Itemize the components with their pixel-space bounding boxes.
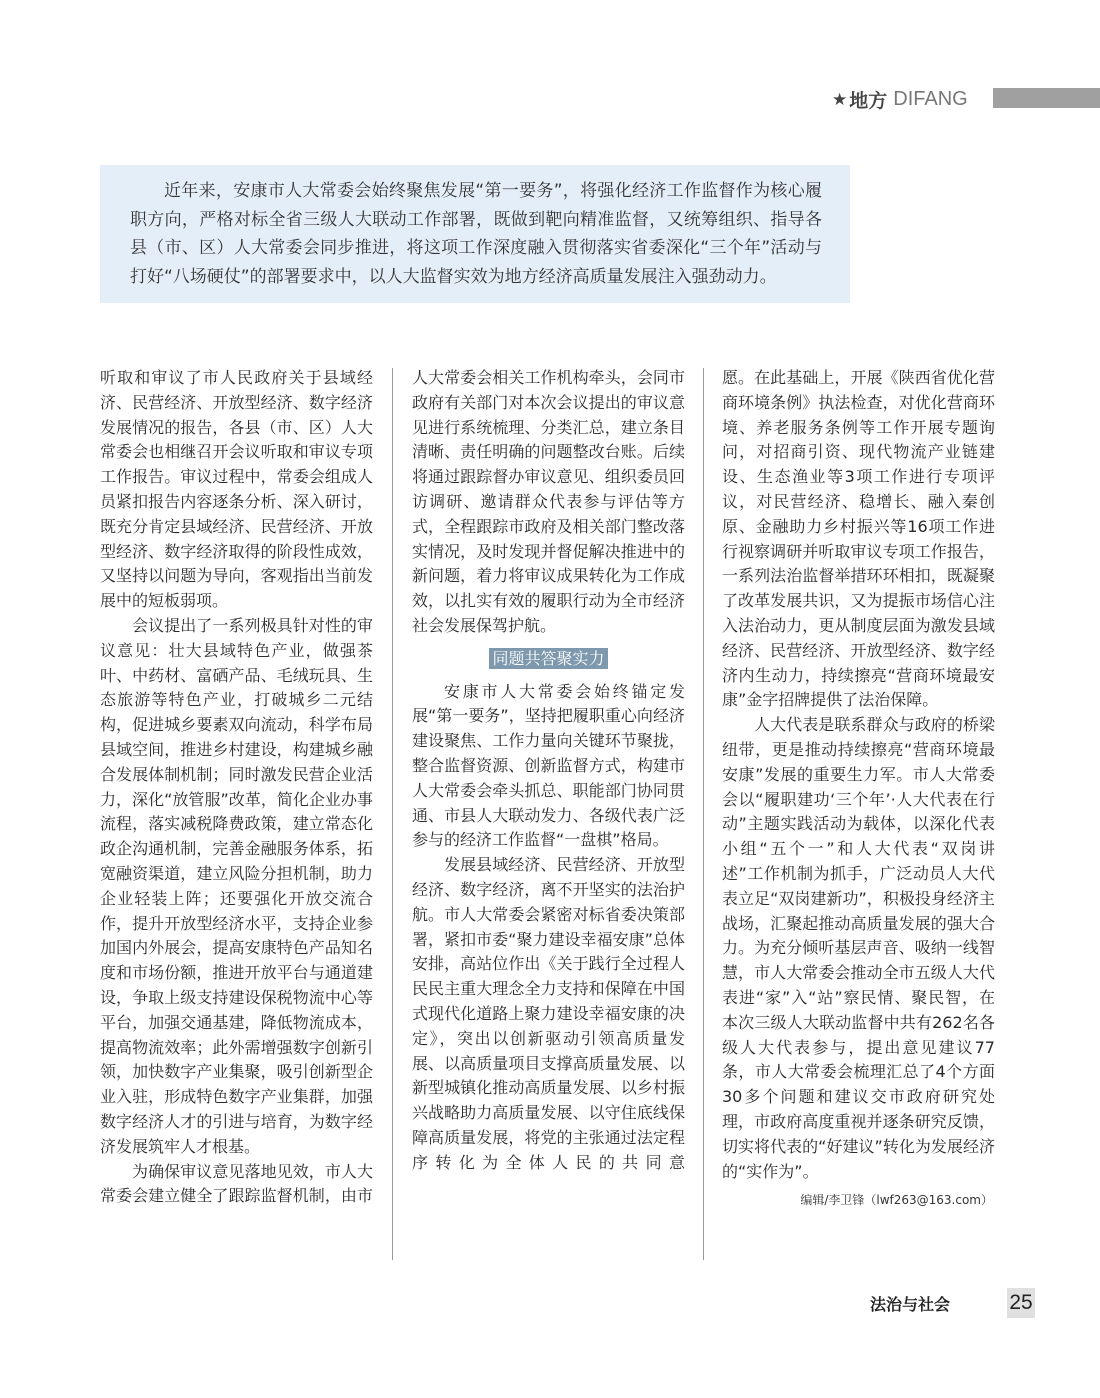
paragraph: 发展县域经济、民营经济、开放型经济、数字经济，离不开坚实的法治护航。市人大常委会紧密对标省委决策部署，紧扣市委“聚力建设幸福安康”总体安排，高站位作出《关于践行全过程人民民主重大理念全力支持和保障在中国式现代化道路上聚力建设幸福安康的决定》，突出以创新驱动引领高质量发展、以高质量项目支撑高质量发展、以新型城镇化推动高质量发展、以乡村振兴战略助力高质量发展、以守住底线保障高质量发展，将党的主张通过法定程序转化为全体人民的共同意 xyxy=(412,855,685,1172)
paragraph: 为确保审议意见落地见效，市人大常委会建立健全了跟踪监督机制，由市 xyxy=(100,1161,373,1206)
column-3 xyxy=(722,366,995,1213)
paragraph: 会议提出了一系列极具针对性的审议意见：壮大县域特色产业，做强茶叶、中药材、富硒产品、毛绒玩具、生态旅游等特色产业，打破城乡二元结构，促进城乡要素双向流动，科学布局县域空间，推进乡村建设，构建城乡融合发展体制机制；同时激发民营企业活力，深化“放管服”改革，简化企业办事流程，落实减税降费政策，建立常态化政企沟通机制，完善金融服务体系，拓宽融资渠道，建立风险分担机制，助力企业轻装上阵；还要强化开放交流合作，提升开放型经济水平，支持企业参加国内外展会，提高安康特色产品知名度和市场份额，推进开放平台与通道建设，争取上级支持建设保税物流中心等平台，加强交通基建，降低物流成本，提高物流效率；此外需增强数字创新引领，加快数字产业集聚，吸引创新型企业入驻，形成特色数字产业集群，加强数字经济人才的引进与培育，为数字经济发展筑牢人才根基。 xyxy=(100,615,373,1156)
subheading xyxy=(412,647,685,672)
page-number: 25 xyxy=(1007,1288,1035,1318)
magazine-name: 法治与社会 xyxy=(870,1295,951,1314)
paragraph: 人大常委会相关工作机构牵头，会同市政府有关部门对本次会议提出的审议意见进行系统梳理、分类汇总，建立条目清晰、责任明确的问题整改台账。后续将通过跟踪督办审议意见、组织委员回访调研、邀请群众代表参与评估等方式，全程跟踪市政府及相关部门整改落实情况，及时发现并督促解决推进中的新问题，着力将审议成果转化为工作成效，以扎实有效的履职行动为全市经济社会发展保驾护航。 xyxy=(412,368,685,635)
column-divider xyxy=(392,368,393,1260)
section-name-cn: 地方 xyxy=(849,90,888,112)
summary-box: 近年来，安康市人大常委会始终聚焦发展“第一要务”，将强化经济工作监督作为核心履职方向，严格对标全省三级人大联动工作部署，既做到靶向精准监督，又统筹组织、指导各县（市、区）人大常委会同步推进，将这项工作深度融入贯彻落实省委深化“三个年”活动与打好“八场硬仗”的部署要求中，以人大监督实效为地方经济高质量发展注入强劲动力。 xyxy=(100,165,850,303)
paragraph: 安康市人大常委会始终锚定发展“第一要务”，坚持把履职重心向经济建设聚焦、工作力量向关键环节聚拢，整合监督资源、创新监督方式，构建市人大常委会牵头抓总、职能部门协同贯通、市县人大联动发力、各级代表广泛参与的经济工作监督“一盘棋”格局。 xyxy=(412,681,685,850)
section-header xyxy=(832,86,968,113)
column-divider xyxy=(703,368,704,1260)
header-bar xyxy=(993,88,1100,108)
column-1 xyxy=(100,366,373,1209)
editor-credit: 编辑/李卫锋（lwf263@163.com） xyxy=(800,1193,993,1208)
paragraph: 愿。在此基础上，开展《陕西省优化营商环境条例》执法检查，对优化营商环境、养老服务条例等工作开展专题询问，对招商引资、现代物流产业链建设、生态渔业等3项工作进行专项评议，对民营经济、稳增长、融入秦创原、金融助力乡村振兴等16项工作进行视察调研并听取审议专项工作报告，一系列法治监督举措环环相扣，既凝聚了改革发展共识，又为提振市场信心注入法治动力，更从制度层面为激发县域经济、民营经济、开放型经济、数字经济内生动力，持续擦亮“营商环境最安康”金字招牌提供了法治保障。 xyxy=(722,368,995,710)
section-name-en: DIFANG xyxy=(893,88,968,110)
column-2 xyxy=(412,366,685,1176)
subheading-text: 同题共答聚实力 xyxy=(489,648,607,669)
star-icon: ★ xyxy=(832,89,848,110)
paragraph: 听取和审议了市人民政府关于县域经济、民营经济、开放型经济、数字经济发展情况的报告，各县（市、区）人大常委会也相继召开会议听取和审议专项工作报告。审议过程中，常委会组成人员紧扣报告内容逐条分析、深入研讨，既充分肯定县域经济、民营经济、开放型经济、数字经济取得的阶段性成效，又坚持以问题为导向，客观指出当前发展中的短板弱项。 xyxy=(100,368,373,611)
paragraph: 人大代表是联系群众与政府的桥梁纽带，更是推动持续擦亮“营商环境最安康”发展的重要生力军。市人大常委会以“履职建功‘三个年’·人大代表在行动”主题实践活动为载体，以深化代表小组“五个一”和人大代表“双岗讲述”工作机制为抓手，广泛动员人大代表立足“双岗建新功”，积极投身经济主战场，汇聚起推动高质量发展的强大合力。为充分倾听基层声音、吸纳一线智慧，市人大常委会推动全市五级人大代表进“家”入“站”察民情、聚民智，在本次三级人大联动监督中共有262名各级人大代表参与，提出意见建议77条，市人大常委会梳理汇总了4个方面30多个问题和建议交市政府研究处理，市政府高度重视并逐条研究反馈，切实将代表的“好建议”转化为发展经济的“实作为”。 xyxy=(722,715,995,1181)
